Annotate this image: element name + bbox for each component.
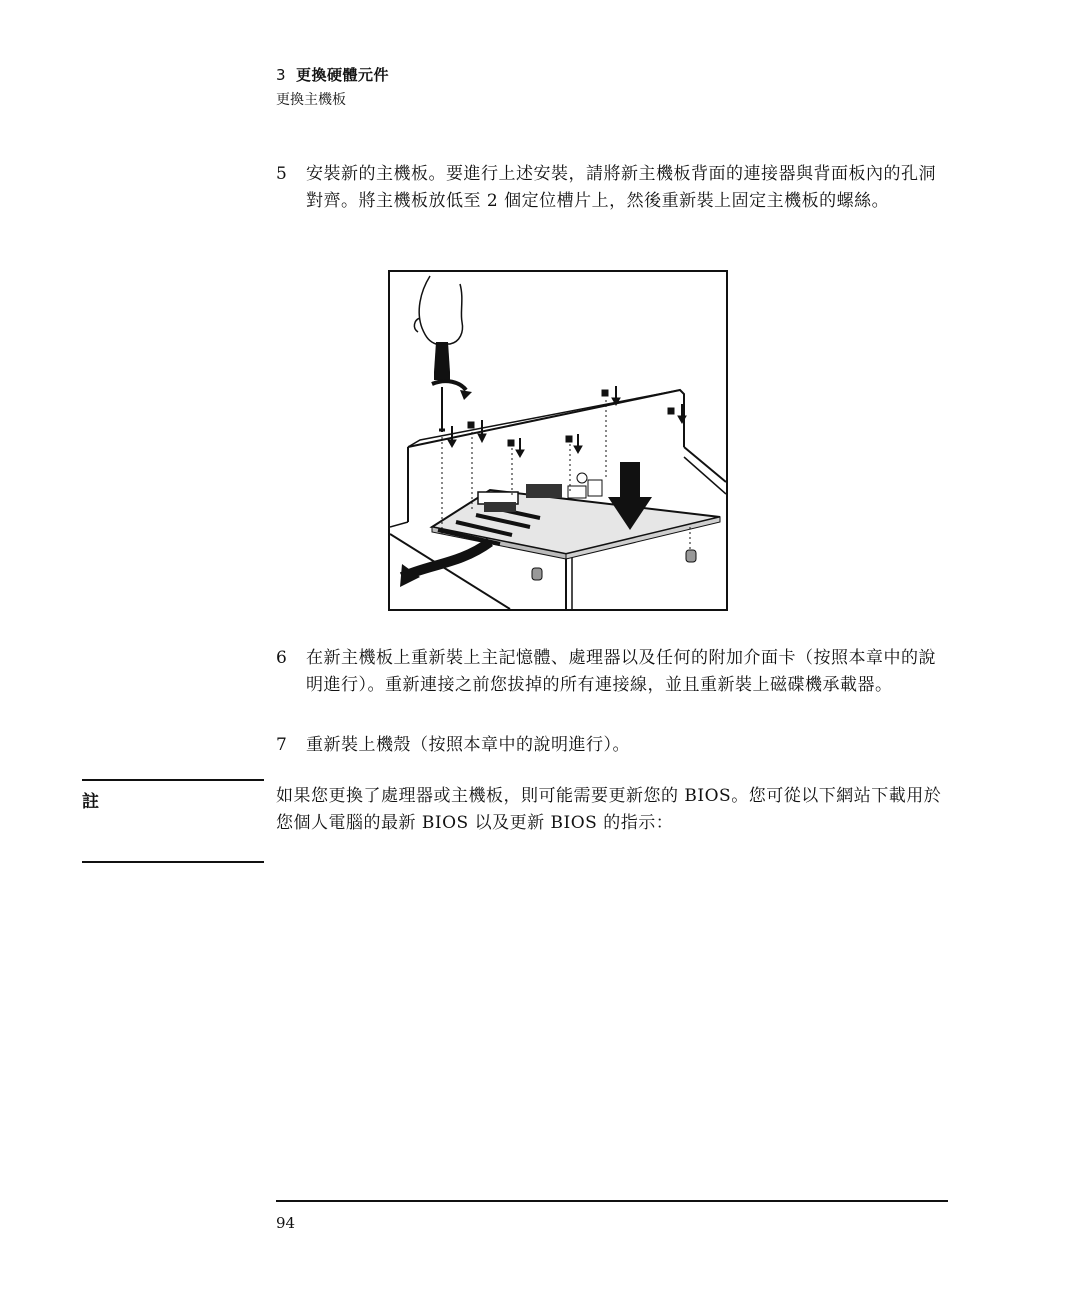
chapter-number: 3 [276,66,287,84]
step-number: 7 [276,735,288,755]
step-text: 重新裝上機殼（按照本章中的說明進行）。 [306,735,630,755]
footer-divider [276,1200,948,1202]
note-divider-top [82,779,264,781]
note-text: 如果您更換了處理器或主機板，則可能需要更新您的 BIOS。您可從以下網站下載用於您個人電腦的最新 BIOS 以及更新 BIOS 的指示： [276,786,942,833]
illustration-drawing [390,272,726,609]
step-6 [276,645,948,699]
chapter-heading [276,64,389,85]
step-text: 安裝新的主機板。要進行上述安裝，請將新主機板背面的連接器與背面板內的孔洞對齊。將主機板放低至 2 個定位槽片上，然後重新裝上固定主機板的螺絲。 [306,164,936,211]
step-5 [276,161,948,215]
chapter-title: 更換硬體元件 [296,66,390,84]
note-divider-bottom [82,861,264,863]
section-title: 更換主機板 [276,92,346,108]
step-number: 6 [276,648,288,668]
motherboard-install-illustration [388,270,728,611]
step-text: 在新主機板上重新裝上主記憶體、處理器以及任何的附加介面卡（按照本章中的說明進行）。重新連接之前您拔掉的所有連接線，並且重新裝上磁碟機承載器。 [306,648,936,695]
step-7 [276,732,948,759]
step-number: 5 [276,164,288,184]
note-label: 註 [82,792,99,812]
page-number: 94 [276,1214,296,1232]
